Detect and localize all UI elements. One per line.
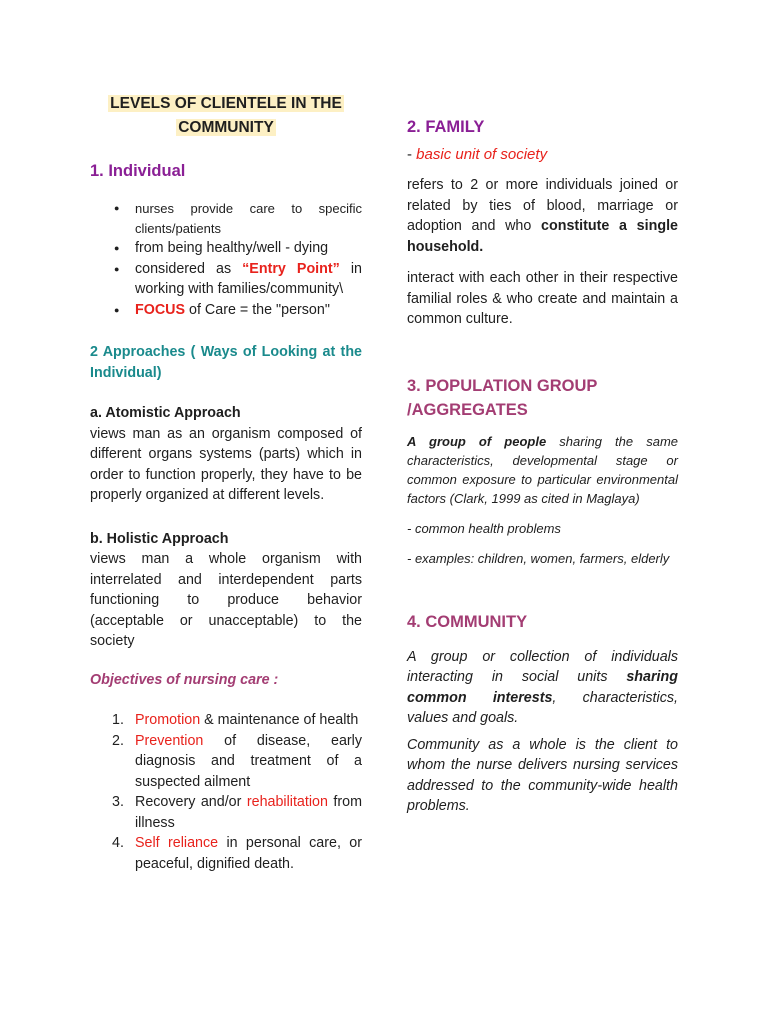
item-emphasis: rehabilitation: [246, 794, 328, 810]
left-column: [90, 92, 362, 874]
family-definition-text: refers to 2 or more individuals joined or related by ties of blood, marriage or adoption and who: [407, 177, 678, 234]
population-heading: [407, 374, 678, 422]
list-item: [112, 792, 362, 833]
community-definition-bold: sharing common interests: [407, 669, 678, 706]
bullet-text: considered as: [135, 260, 243, 277]
population-health-problems: - common health problems: [407, 520, 561, 536]
approaches-heading: 2 Approaches ( Ways of Looking at the Individual): [90, 344, 362, 381]
holistic-text: views man a whole organism with interrelated and interdependent parts functioning to produce behavior (acceptable or unacceptable) to the society: [90, 551, 362, 649]
objectives-list: [112, 710, 362, 874]
list-item: [114, 259, 362, 300]
item-text: of disease, early diagnosis and treatment of a suspected ailment: [135, 732, 362, 790]
list-item: [114, 300, 362, 321]
focus-emphasis: FOCUS: [135, 301, 186, 318]
population-definition-bold: A group of people: [407, 433, 547, 449]
atomistic-text: views man as an organism composed of different organs systems (parts) which in order to function properly, they have to be properly organized at different levels.: [90, 425, 362, 503]
family-subtitle-text: basic unit of society: [416, 146, 548, 163]
entry-point-emphasis: “Entry Point”: [242, 260, 340, 277]
individual-bullet-list: [114, 199, 362, 320]
family-subtitle: [407, 146, 678, 163]
item-emphasis: Promotion: [135, 712, 201, 728]
item-number: 2.: [112, 732, 124, 749]
family-definition: [407, 175, 678, 257]
community-heading: 4. COMMUNITY: [407, 612, 528, 631]
list-item: [114, 199, 362, 238]
community-client-text: Community as a whole is the client to whom the nurse delivers nursing services addressed to the community-wide health problems.: [407, 736, 678, 814]
family-roles-text: interact with each other in their respective familial roles & who create and maintain a common culture.: [407, 270, 678, 327]
item-text: in personal care, or peaceful, dignified death.: [135, 835, 362, 872]
community-definition: [407, 647, 678, 729]
bullet-text: nurses provide care to specific clients/patients: [135, 201, 362, 236]
item-number: 4.: [112, 835, 124, 851]
community-definition-text: A group or collection of individuals interacting in social units: [407, 648, 678, 685]
list-item: [112, 731, 362, 793]
population-definition-text: sharing the same characteristics, developmental stage or common exposure to particular environmental factors (Clark, 1999 as cited in Maglaya): [407, 433, 678, 506]
family-heading: 2. FAMILY: [407, 118, 485, 136]
right-column: [407, 118, 678, 817]
community-definition-text: , characteristics, values and goals.: [407, 689, 678, 726]
item-emphasis: Self reliance: [135, 835, 219, 851]
population-examples: - examples: children, women, farmers, elderly: [407, 550, 670, 566]
page-title: [90, 92, 362, 140]
bullet-text: from being healthy/well - dying: [135, 240, 329, 256]
item-text: Recovery and/or: [135, 794, 247, 810]
family-subtitle-dash: -: [407, 146, 417, 163]
population-heading-line1: 3. POPULATION GROUP: [407, 376, 598, 395]
family-definition-bold: constitute a single household.: [407, 218, 678, 255]
bullet-text: in working with families/community\: [135, 260, 362, 297]
list-item: [114, 238, 362, 259]
item-text: from illness: [135, 794, 362, 831]
page-title-line1: LEVELS OF CLIENTELE IN THE: [110, 95, 342, 112]
population-heading-line2: /AGGREGATES: [407, 400, 528, 419]
individual-heading: 1. Individual: [90, 162, 186, 180]
item-number: 1.: [112, 712, 124, 728]
item-number: 3.: [112, 794, 124, 810]
item-emphasis: Prevention: [135, 732, 204, 749]
list-item: [112, 833, 362, 874]
holistic-title: b. Holistic Approach: [90, 530, 229, 547]
population-definition: [407, 432, 678, 508]
page-title-line2: COMMUNITY: [178, 119, 274, 136]
item-text: & maintenance of health: [200, 712, 359, 728]
list-item: [112, 710, 362, 731]
objectives-heading: Objectives of nursing care :: [90, 671, 279, 688]
bullet-text: of Care = the "person": [185, 301, 330, 318]
atomistic-title: a. Atomistic Approach: [90, 405, 241, 421]
